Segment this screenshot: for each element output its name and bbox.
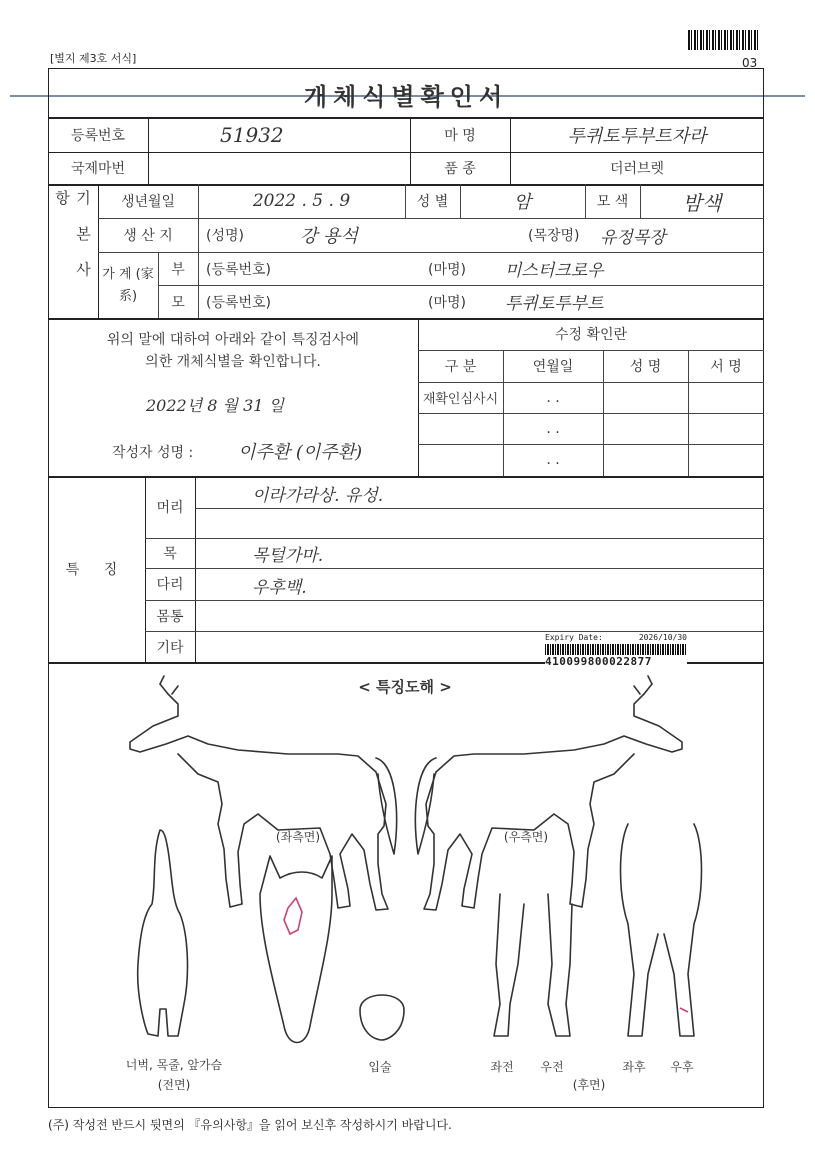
footnote: (주) 작성전 반드시 뒷면의 『유의사항』을 읽어 보신후 작성하시기 바랍니다. xyxy=(48,1118,452,1132)
rev-header-name: 성 명 xyxy=(629,359,662,375)
top-barcode xyxy=(688,30,760,50)
lineage-label: 가 계 (家系) xyxy=(102,267,154,304)
rev-row3-date: . . xyxy=(546,452,560,468)
basic-label: 기 본 사 항 xyxy=(53,190,92,285)
dam-label: 모 xyxy=(171,294,185,311)
horse-front-legs-drawing xyxy=(494,894,572,1036)
intl-label: 국제마번 xyxy=(70,161,126,177)
horse-face-drawing xyxy=(260,856,332,1043)
sire-reg-label: (등록번호) xyxy=(206,261,272,278)
feature-label-body: 몸통 xyxy=(156,608,184,625)
feature-label-legs: 다리 xyxy=(156,577,184,593)
horse-hind-legs-drawing xyxy=(621,824,702,1036)
expiry-sticker xyxy=(545,633,687,667)
sticker-barcode xyxy=(545,644,687,655)
front-right-label: 우전 xyxy=(540,1059,564,1074)
dam-name-value: 투퀴토투부트 xyxy=(505,294,604,314)
horse-name-value: 투퀴토투부트자라 xyxy=(567,125,707,147)
birth-label: 생년월일 xyxy=(120,194,176,210)
hind-right-label: 우후 xyxy=(670,1059,694,1074)
expiry-value: 2026/10/30 xyxy=(638,633,687,642)
confirm-text-2: 의한 개체식별을 확인합니다. xyxy=(145,354,321,370)
right-side-label: (우측면) xyxy=(503,829,549,844)
sire-name-value: 미스터크로우 xyxy=(505,261,604,281)
intl-value xyxy=(148,152,410,184)
front-caption: 너벅, 목줄, 앞가슴 xyxy=(125,1057,223,1072)
rear-caption: (후면) xyxy=(572,1077,606,1092)
rev-header-date: 연월일 xyxy=(532,359,574,375)
horse-diagrams xyxy=(48,664,764,1108)
rev-header-sign: 서 명 xyxy=(710,359,742,375)
horse-left-side-drawing xyxy=(130,676,397,910)
revision-title: 수정 확인란 xyxy=(554,327,628,343)
sex-label: 성 별 xyxy=(416,194,449,210)
rev-header-type: 구 분 xyxy=(444,359,477,375)
dam-reg-label: (등록번호) xyxy=(206,294,272,311)
barcode-number: 410099800022877 xyxy=(545,655,652,668)
breed-value: 더러브렛 xyxy=(609,161,665,177)
lips-label: 입술 xyxy=(368,1059,392,1074)
front-caption-2: (전면) xyxy=(157,1077,191,1092)
page-number: 03 xyxy=(742,56,758,70)
reg-label: 등록번호 xyxy=(70,127,126,144)
page-title: 개체식별확인서 xyxy=(303,82,509,111)
birth-value: 2022 . 5 . 9 xyxy=(252,191,351,211)
feature-value-head: 이라가라상. 유성. xyxy=(252,485,384,506)
color-value: 밤색 xyxy=(682,190,722,215)
horse-front-view-drawing xyxy=(138,830,188,1036)
owner-name-label: (성명) xyxy=(206,228,244,244)
owner-name-value: 강 용석 xyxy=(300,226,358,247)
diagram-title: < 특징도해 > xyxy=(358,677,452,696)
feature-value-legs: 우후백. xyxy=(252,577,307,598)
farm-label: 생 산 지 xyxy=(123,228,173,244)
feature-label-head: 머리 xyxy=(156,500,184,516)
writer-label: 작성자 성명 : xyxy=(112,445,194,461)
sire-name-label: (마명) xyxy=(428,261,466,278)
horse-right-side-drawing xyxy=(415,676,682,910)
feature-value-neck: 목털가마. xyxy=(252,545,324,566)
expiry-label: Expiry Date: xyxy=(545,633,603,642)
hind-left-label: 좌후 xyxy=(622,1059,646,1074)
horse-name-label: 마 명 xyxy=(444,127,476,144)
left-side-label: (좌측면) xyxy=(275,829,321,844)
writer-value: 이주환 (이주환) xyxy=(238,442,363,463)
sire-label: 부 xyxy=(171,261,185,278)
feature-label-neck: 목 xyxy=(163,546,177,562)
front-left-label: 좌전 xyxy=(490,1059,514,1074)
sex-value: 암 xyxy=(513,192,532,213)
farm-name-label: (목장명) xyxy=(528,228,580,244)
rev-row2-date: . . xyxy=(546,420,560,437)
rev-row1-date: . . xyxy=(546,389,560,406)
form-code: [별지 제3호 서식] xyxy=(50,52,137,65)
feature-label-etc: 기타 xyxy=(156,639,184,656)
confirm-text-1: 위의 말에 대하여 아래와 같이 특징검사에 xyxy=(106,332,360,348)
reg-value: 51932 xyxy=(220,122,284,147)
farm-name-value: 유정목장 xyxy=(600,227,666,248)
confirm-date: 2022년 8 월 31 일 xyxy=(146,395,284,415)
features-label: 특 징 xyxy=(65,562,128,578)
dam-name-label: (마명) xyxy=(428,294,466,311)
horse-lips-drawing xyxy=(360,995,404,1040)
color-label: 모 색 xyxy=(596,194,629,210)
rev-row1-type: 재확인심사시 xyxy=(422,392,499,407)
breed-label: 품 종 xyxy=(444,161,476,177)
